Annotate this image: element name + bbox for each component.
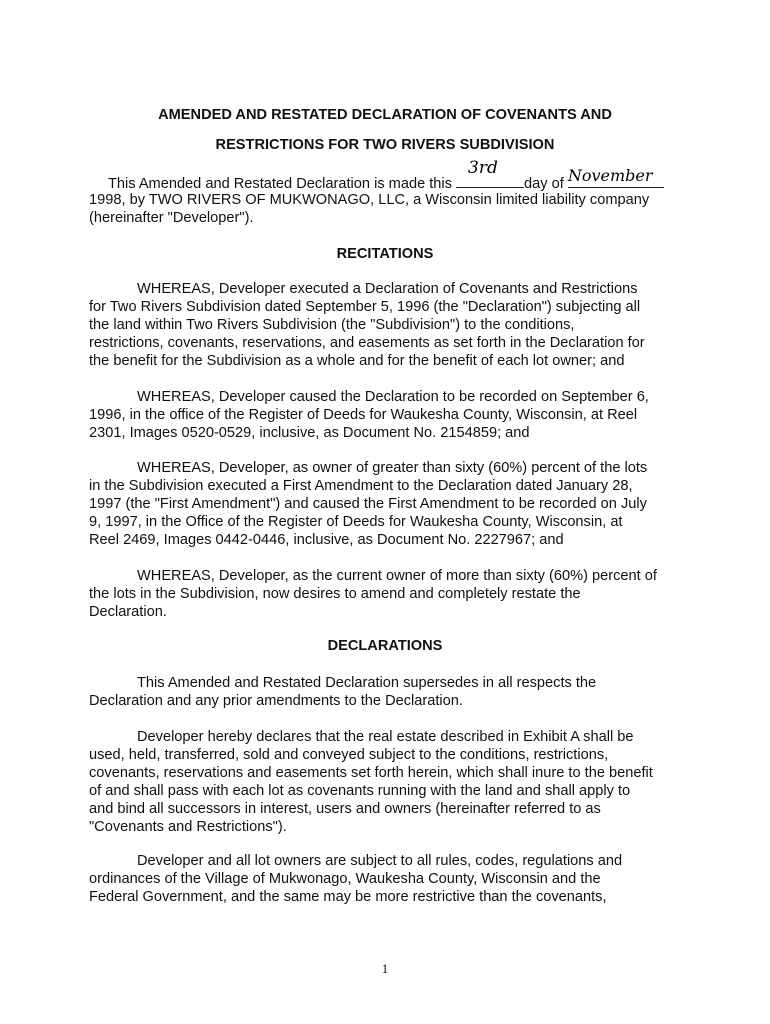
intro-line-1	[108, 158, 664, 193]
declaration-2-line: "Covenants and Restrictions").	[89, 819, 287, 836]
declaration-2-line: and bind all successors in interest, users and owners (hereinafter referred to as	[89, 801, 601, 818]
declaration-3	[89, 852, 689, 906]
recital-4	[89, 567, 689, 621]
declaration-1-line: Declaration and any prior amendments to the Declaration.	[89, 693, 463, 710]
recitations-heading: RECITATIONS	[336, 246, 434, 262]
intro-line-2: 1998, by TWO RIVERS OF MUKWONAGO, LLC, a Wisconsin limited liability company	[89, 192, 650, 208]
recital-3-line: 1997 (the "First Amendment") and caused the First Amendment to be recorded on July	[89, 496, 647, 513]
recital-3	[89, 459, 689, 549]
handwritten-day: 3rd	[468, 158, 498, 178]
recital-3-line: 9, 1997, in the Office of the Register of Deeds for Waukesha County, Wisconsin, at	[89, 514, 623, 531]
recital-1	[89, 280, 689, 370]
day-blank	[456, 158, 524, 188]
recital-2-line: 2301, Images 0520-0529, inclusive, as Document No. 2154859; and	[89, 425, 530, 442]
recital-1-line: WHEREAS, Developer executed a Declaration of Covenants and Restrictions	[137, 281, 638, 297]
declaration-2	[89, 728, 689, 837]
declaration-3-line: Federal Government, and the same may be more restrictive than the covenants,	[89, 889, 607, 906]
declaration-2-line: of and shall pass with each lot as covenants running with the land and shall apply to	[89, 783, 631, 800]
recital-1-line: the land within Two Rivers Subdivision (the "Subdivision") to the conditions,	[89, 317, 575, 334]
title-line-2: RESTRICTIONS FOR TWO RIVERS SUBDIVISION	[215, 137, 555, 153]
declaration-1-line: This Amended and Restated Declaration supersedes in all respects the	[137, 675, 597, 691]
page-number: 1	[381, 961, 389, 976]
recital-4-line: the lots in the Subdivision, now desires to amend and completely restate the	[89, 586, 581, 603]
recital-4-line: WHEREAS, Developer, as the current owner of more than sixty (60%) percent of	[137, 568, 657, 584]
handwritten-month: November	[567, 166, 653, 185]
intro-text-part1: This Amended and Restated Declaration is made this	[108, 176, 452, 192]
declaration-2-line: used, held, transferred, sold and conveyed subject to the conditions, restrictions,	[89, 747, 609, 764]
recital-4-line: Declaration.	[89, 604, 167, 621]
recital-1-line: restrictions, covenants, reservations, and easements as set forth in the Declaration for	[89, 335, 645, 352]
declaration-1	[89, 674, 689, 710]
declaration-3-line: Developer and all lot owners are subject to all rules, codes, regulations and	[137, 853, 623, 869]
recital-3-line: WHEREAS, Developer, as owner of greater than sixty (60%) percent of the lots	[137, 460, 648, 476]
recital-1-line: for Two Rivers Subdivision dated September 5, 1996 (the "Declaration") subjecting all	[89, 299, 641, 316]
intro-line-3: (hereinafter "Developer").	[89, 210, 254, 226]
title-line-1: AMENDED AND RESTATED DECLARATION OF COVENANTS AND	[158, 107, 612, 123]
recital-2	[89, 388, 689, 442]
recital-3-line: Reel 2469, Images 0442-0446, inclusive, as Document No. 2227967; and	[89, 532, 564, 549]
declaration-2-line: covenants, reservations and easements set forth herein, which shall inure to the benefit	[89, 765, 653, 782]
recital-3-line: in the Subdivision executed a First Amendment to the Declaration dated January 28,	[89, 478, 633, 495]
recital-2-line: WHEREAS, Developer caused the Declaration to be recorded on September 6,	[137, 389, 649, 405]
declaration-3-line: ordinances of the Village of Mukwonago, Waukesha County, Wisconsin and the	[89, 871, 601, 888]
recital-2-line: 1996, in the office of the Register of Deeds for Waukesha County, Wisconsin, at Reel	[89, 407, 638, 424]
intro-text-part2: day of	[524, 176, 564, 192]
month-blank	[567, 166, 664, 188]
declaration-2-line: Developer hereby declares that the real estate described in Exhibit A shall be	[137, 729, 634, 745]
recital-1-line: the benefit for the Subdivision as a whole and for the benefit of each lot owner; and	[89, 353, 625, 370]
declarations-heading: DECLARATIONS	[327, 638, 443, 654]
